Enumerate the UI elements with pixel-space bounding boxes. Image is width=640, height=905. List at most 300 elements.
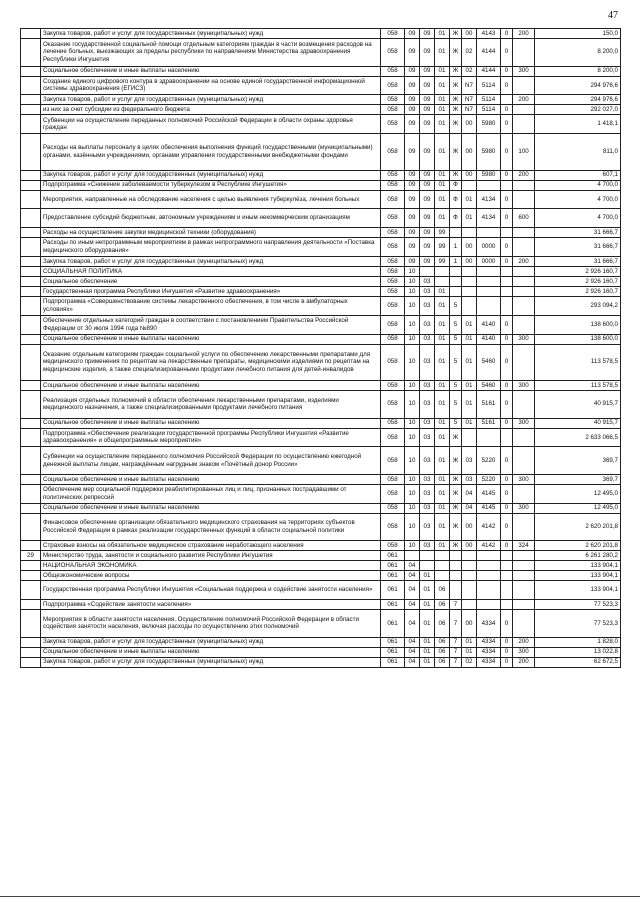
direction-code-cell: 4144	[477, 39, 501, 67]
program-code-cell	[435, 276, 450, 286]
amount-cell: 150,0	[535, 29, 621, 39]
subsection-code-cell: 03	[420, 418, 435, 428]
measure-code-cell	[462, 561, 477, 571]
row-number-cell	[21, 76, 41, 95]
extra-code-cell: 0	[501, 447, 513, 475]
section-code-cell: 10	[405, 334, 420, 344]
row-number-cell	[21, 180, 41, 190]
section-code-cell: 10	[405, 286, 420, 296]
budget-table	[20, 28, 621, 668]
expense-type-code-cell: 200	[513, 637, 535, 647]
direction-code-cell: 5980	[477, 170, 501, 180]
subprogram-code-cell: 7	[450, 600, 462, 610]
expense-type-code-cell	[513, 513, 535, 541]
measure-code-cell: 01	[462, 418, 477, 428]
measure-code-cell	[462, 276, 477, 286]
amount-cell: 294 976,6	[535, 76, 621, 95]
measure-code-cell: 01	[462, 637, 477, 647]
extra-code-cell	[501, 286, 513, 296]
extra-code-cell: 0	[501, 334, 513, 344]
expense-name-cell: Субвенции на осуществление переданного полномочия Российской Федерации по осуществлению ежегодной денежной выплаты лицам, награждённым нагрудным знаком «Почётный донор России»	[41, 447, 381, 475]
subsection-code-cell: 09	[420, 95, 435, 105]
direction-code-cell	[477, 276, 501, 286]
admin-code-cell: 058	[381, 447, 405, 475]
table-row	[21, 209, 621, 228]
direction-code-cell: 4144	[477, 66, 501, 76]
direction-code-cell: 5114	[477, 105, 501, 115]
expense-name-cell: Закупка товаров, работ и услуг для государственных (муниципальных) нужд	[41, 637, 381, 647]
expense-type-code-cell: 200	[513, 657, 535, 667]
direction-code-cell: 4334	[477, 657, 501, 667]
expense-type-code-cell	[513, 447, 535, 475]
subprogram-code-cell: 7	[450, 610, 462, 638]
section-code-cell: 09	[405, 170, 420, 180]
admin-code-cell: 058	[381, 286, 405, 296]
row-number-cell	[21, 238, 41, 257]
program-code-cell: 01	[435, 190, 450, 209]
expense-name-cell: Социальное обеспечение и иные выплаты населению	[41, 380, 381, 390]
measure-code-cell: 01	[462, 647, 477, 657]
row-number-cell	[21, 134, 41, 170]
page-number: 47	[608, 10, 618, 21]
measure-code-cell: 01	[462, 209, 477, 228]
extra-code-cell: 0	[501, 484, 513, 503]
amount-cell: 12 495,0	[535, 484, 621, 503]
direction-code-cell	[477, 286, 501, 296]
subsection-code-cell: 01	[420, 581, 435, 600]
amount-cell: 133 904,1	[535, 571, 621, 581]
measure-code-cell: 04	[462, 484, 477, 503]
section-code-cell: 09	[405, 115, 420, 134]
program-code-cell: 01	[435, 286, 450, 296]
subprogram-code-cell: 5	[450, 390, 462, 418]
expense-type-code-cell: 600	[513, 209, 535, 228]
program-code-cell: 06	[435, 581, 450, 600]
expense-name-cell: Социальное обеспечение и иные выплаты населению	[41, 334, 381, 344]
table-row	[21, 561, 621, 571]
admin-code-cell: 058	[381, 266, 405, 276]
expense-name-cell: Подпрограмма «Совершенствование системы лекарственного обеспечения, в том числе в амбулаторных условиях»	[41, 296, 381, 315]
direction-code-cell: 4134	[477, 190, 501, 209]
subprogram-code-cell: 7	[450, 637, 462, 647]
section-code-cell: 10	[405, 513, 420, 541]
amount-cell: 2 620 201,8	[535, 513, 621, 541]
subsection-code-cell: 09	[420, 115, 435, 134]
amount-cell: 4 700,0	[535, 209, 621, 228]
subsection-code-cell: 03	[420, 315, 435, 334]
extra-code-cell: 0	[501, 39, 513, 67]
extra-code-cell	[501, 571, 513, 581]
subsection-code-cell: 09	[420, 209, 435, 228]
section-code-cell: 09	[405, 180, 420, 190]
extra-code-cell: 0	[501, 170, 513, 180]
expense-type-code-cell: 300	[513, 380, 535, 390]
direction-code-cell	[477, 571, 501, 581]
direction-code-cell: 4140	[477, 315, 501, 334]
admin-code-cell: 058	[381, 428, 405, 447]
admin-code-cell: 061	[381, 561, 405, 571]
subprogram-code-cell	[450, 561, 462, 571]
extra-code-cell: 0	[501, 610, 513, 638]
subsection-code-cell: 09	[420, 39, 435, 67]
expense-type-code-cell: 200	[513, 29, 535, 39]
subsection-code-cell: 03	[420, 296, 435, 315]
measure-code-cell: 00	[462, 256, 477, 266]
amount-cell: 811,0	[535, 134, 621, 170]
direction-code-cell	[477, 581, 501, 600]
measure-code-cell	[462, 551, 477, 561]
row-number-cell	[21, 115, 41, 134]
direction-code-cell: 5114	[477, 76, 501, 95]
direction-code-cell: 5980	[477, 115, 501, 134]
extra-code-cell: 0	[501, 29, 513, 39]
measure-code-cell: 00	[462, 238, 477, 257]
extra-code-cell: 0	[501, 657, 513, 667]
admin-code-cell: 058	[381, 418, 405, 428]
row-number-cell	[21, 66, 41, 76]
subprogram-code-cell: Ж	[450, 115, 462, 134]
measure-code-cell: N7	[462, 105, 477, 115]
table-row	[21, 190, 621, 209]
expense-type-code-cell	[513, 115, 535, 134]
expense-name-cell: Оказание отдельным категориям граждан социальной услуги по обеспечению лекарственными препаратами для медицинского применения по рецептам на лекарственные препараты, медицинскими изделиями по рецептам на медицинские изделия, а также специализированными продуктами лечебного питания для детей-инвалидов	[41, 344, 381, 380]
direction-code-cell	[477, 266, 501, 276]
extra-code-cell	[501, 95, 513, 105]
extra-code-cell: 0	[501, 66, 513, 76]
extra-code-cell	[501, 180, 513, 190]
subsection-code-cell: 01	[420, 647, 435, 657]
expense-type-code-cell	[513, 276, 535, 286]
extra-code-cell: 0	[501, 115, 513, 134]
table-row	[21, 286, 621, 296]
subprogram-code-cell: Ж	[450, 484, 462, 503]
direction-code-cell: 5161	[477, 418, 501, 428]
table-row	[21, 105, 621, 115]
table-row	[21, 134, 621, 170]
expense-name-cell: Социальное обеспечение и иные выплаты населению	[41, 503, 381, 513]
expense-type-code-cell	[513, 190, 535, 209]
subsection-code-cell: 09	[420, 29, 435, 39]
expense-name-cell: СОЦИАЛЬНАЯ ПОЛИТИКА	[41, 266, 381, 276]
extra-code-cell: 0	[501, 134, 513, 170]
admin-code-cell: 058	[381, 276, 405, 286]
subprogram-code-cell: Ж	[450, 95, 462, 105]
admin-code-cell: 061	[381, 637, 405, 647]
measure-code-cell: 02	[462, 66, 477, 76]
direction-code-cell	[477, 600, 501, 610]
subsection-code-cell: 03	[420, 474, 435, 484]
amount-cell: 31 666,7	[535, 228, 621, 238]
subprogram-code-cell: Ж	[450, 513, 462, 541]
expense-type-code-cell	[513, 390, 535, 418]
expense-name-cell: Закупка товаров, работ и услуг для государственных (муниципальных) нужд	[41, 657, 381, 667]
extra-code-cell	[501, 561, 513, 571]
expense-type-code-cell	[513, 180, 535, 190]
expense-name-cell: Подпрограмма «Снижение заболеваемости туберкулезом в Республике Ингушетия»	[41, 180, 381, 190]
program-code-cell: 01	[435, 541, 450, 551]
table-row	[21, 513, 621, 541]
section-code-cell: 09	[405, 190, 420, 209]
direction-code-cell	[477, 180, 501, 190]
program-code-cell: 01	[435, 390, 450, 418]
subsection-code-cell: 03	[420, 286, 435, 296]
subsection-code-cell: 03	[420, 428, 435, 447]
section-code-cell: 10	[405, 315, 420, 334]
admin-code-cell: 058	[381, 95, 405, 105]
expense-name-cell: Реализация отдельных полномочий в области обеспечения лекарственными препаратами, изделиями медицинского назначения, а также специализированными продуктами лечебного питания	[41, 390, 381, 418]
admin-code-cell: 061	[381, 610, 405, 638]
expense-type-code-cell	[513, 610, 535, 638]
subsection-code-cell: 03	[420, 447, 435, 475]
admin-code-cell: 058	[381, 29, 405, 39]
table-row	[21, 571, 621, 581]
table-row	[21, 315, 621, 334]
expense-name-cell: Государственная программа Республики Ингушетия «Развитие здравоохранения»	[41, 286, 381, 296]
section-code-cell: 10	[405, 380, 420, 390]
admin-code-cell: 058	[381, 66, 405, 76]
program-code-cell: 06	[435, 647, 450, 657]
subprogram-code-cell: 5	[450, 296, 462, 315]
table-row	[21, 581, 621, 600]
direction-code-cell	[477, 428, 501, 447]
subprogram-code-cell: 5	[450, 315, 462, 334]
subprogram-code-cell: 7	[450, 647, 462, 657]
expense-name-cell: Социальное обеспечение	[41, 276, 381, 286]
extra-code-cell: 0	[501, 541, 513, 551]
subprogram-code-cell	[450, 276, 462, 286]
measure-code-cell	[462, 428, 477, 447]
subprogram-code-cell: Ж	[450, 105, 462, 115]
direction-code-cell: 4143	[477, 29, 501, 39]
table-row	[21, 256, 621, 266]
subprogram-code-cell: 5	[450, 334, 462, 344]
table-row	[21, 296, 621, 315]
row-number-cell	[21, 484, 41, 503]
amount-cell: 62 672,5	[535, 657, 621, 667]
program-code-cell: 01	[435, 66, 450, 76]
direction-code-cell: 5460	[477, 380, 501, 390]
program-code-cell: 01	[435, 180, 450, 190]
admin-code-cell: 058	[381, 380, 405, 390]
admin-code-cell: 058	[381, 256, 405, 266]
subsection-code-cell: 09	[420, 134, 435, 170]
extra-code-cell	[501, 551, 513, 561]
expense-name-cell: Подпрограмма «Содействие занятости населения»	[41, 600, 381, 610]
section-code-cell: 09	[405, 228, 420, 238]
measure-code-cell: 00	[462, 170, 477, 180]
extra-code-cell: 0	[501, 380, 513, 390]
expense-name-cell: Расходы по иным непрограммным мероприятиям в рамках непрограммного направления деятельности «Поставка медицинского оборудования»	[41, 238, 381, 257]
amount-cell: 292 027,0	[535, 105, 621, 115]
expense-type-code-cell	[513, 551, 535, 561]
subprogram-code-cell: Ф	[450, 190, 462, 209]
expense-name-cell: Министерство труда, занятости и социального развития Республики Ингушетия	[41, 551, 381, 561]
expense-type-code-cell: 200	[513, 256, 535, 266]
measure-code-cell: 02	[462, 39, 477, 67]
row-number-cell	[21, 39, 41, 67]
extra-code-cell	[501, 296, 513, 315]
amount-cell: 31 666,7	[535, 256, 621, 266]
section-code-cell: 10	[405, 418, 420, 428]
program-code-cell: 01	[435, 484, 450, 503]
row-number-cell	[21, 344, 41, 380]
measure-code-cell: 00	[462, 541, 477, 551]
admin-code-cell: 058	[381, 115, 405, 134]
extra-code-cell	[501, 228, 513, 238]
expense-name-cell: Закупка товаров, работ и услуг для государственных (муниципальных) нужд	[41, 95, 381, 105]
direction-code-cell	[477, 551, 501, 561]
amount-cell: 133 904,1	[535, 561, 621, 571]
expense-type-code-cell: 100	[513, 134, 535, 170]
admin-code-cell: 058	[381, 228, 405, 238]
table-row	[21, 76, 621, 95]
table-row	[21, 647, 621, 657]
amount-cell: 77 523,3	[535, 600, 621, 610]
expense-name-cell: Страховые взносы на обязательное медицинское страхование неработающего населения	[41, 541, 381, 551]
amount-cell: 369,7	[535, 447, 621, 475]
extra-code-cell	[501, 600, 513, 610]
row-number-cell	[21, 474, 41, 484]
program-code-cell: 01	[435, 344, 450, 380]
section-code-cell: 04	[405, 561, 420, 571]
measure-code-cell	[462, 286, 477, 296]
subsection-code-cell: 09	[420, 256, 435, 266]
direction-code-cell: 5114	[477, 95, 501, 105]
direction-code-cell: 5161	[477, 390, 501, 418]
subsection-code-cell: 09	[420, 238, 435, 257]
measure-code-cell: 01	[462, 190, 477, 209]
table-row	[21, 503, 621, 513]
expense-type-code-cell	[513, 428, 535, 447]
subsection-code-cell: 09	[420, 190, 435, 209]
direction-code-cell: 5460	[477, 344, 501, 380]
table-row	[21, 600, 621, 610]
row-number-cell	[21, 390, 41, 418]
amount-cell: 8 200,0	[535, 39, 621, 67]
expense-name-cell: Социальное обеспечение и иные выплаты населению	[41, 474, 381, 484]
table-row	[21, 95, 621, 105]
table-row	[21, 657, 621, 667]
subprogram-code-cell: Ж	[450, 170, 462, 180]
table-row	[21, 228, 621, 238]
row-number-cell	[21, 256, 41, 266]
amount-cell: 2 633 066,5	[535, 428, 621, 447]
amount-cell: 1 828,0	[535, 637, 621, 647]
subsection-code-cell: 01	[420, 571, 435, 581]
expense-type-code-cell	[513, 238, 535, 257]
admin-code-cell: 058	[381, 344, 405, 380]
section-code-cell: 09	[405, 76, 420, 95]
measure-code-cell	[462, 571, 477, 581]
amount-cell: 133 904,1	[535, 581, 621, 600]
program-code-cell	[435, 551, 450, 561]
section-code-cell: 09	[405, 134, 420, 170]
measure-code-cell: 00	[462, 513, 477, 541]
admin-code-cell: 058	[381, 541, 405, 551]
expense-type-code-cell	[513, 105, 535, 115]
row-number-cell	[21, 296, 41, 315]
program-code-cell: 01	[435, 76, 450, 95]
program-code-cell: 01	[435, 418, 450, 428]
subsection-code-cell: 03	[420, 276, 435, 286]
measure-code-cell	[462, 180, 477, 190]
row-number-cell	[21, 315, 41, 334]
program-code-cell: 01	[435, 29, 450, 39]
direction-code-cell: 4334	[477, 610, 501, 638]
program-code-cell: 99	[435, 256, 450, 266]
extra-code-cell: 0	[501, 503, 513, 513]
extra-code-cell	[501, 276, 513, 286]
expense-name-cell: Закупка товаров, работ и услуг для государственных (муниципальных) нужд	[41, 170, 381, 180]
subsection-code-cell: 03	[420, 513, 435, 541]
amount-cell: 31 666,7	[535, 238, 621, 257]
amount-cell: 113 578,5	[535, 344, 621, 380]
subprogram-code-cell: Ж	[450, 474, 462, 484]
row-number-cell	[21, 428, 41, 447]
subprogram-code-cell: Ж	[450, 541, 462, 551]
program-code-cell: 01	[435, 170, 450, 180]
measure-code-cell: 03	[462, 474, 477, 484]
amount-cell: 4 700,0	[535, 180, 621, 190]
row-number-cell	[21, 541, 41, 551]
admin-code-cell: 058	[381, 296, 405, 315]
row-number-cell	[21, 657, 41, 667]
table-row	[21, 447, 621, 475]
expense-type-code-cell	[513, 266, 535, 276]
program-code-cell: 01	[435, 474, 450, 484]
table-row	[21, 474, 621, 484]
amount-cell: 8 200,0	[535, 66, 621, 76]
direction-code-cell: 4145	[477, 484, 501, 503]
table-row	[21, 610, 621, 638]
subprogram-code-cell: Ж	[450, 76, 462, 95]
section-code-cell: 10	[405, 344, 420, 380]
table-row	[21, 66, 621, 76]
measure-code-cell: 01	[462, 390, 477, 418]
expense-name-cell: Социальное обеспечение и иные выплаты населению	[41, 647, 381, 657]
table-row	[21, 238, 621, 257]
subsection-code-cell	[420, 561, 435, 571]
expense-type-code-cell	[513, 561, 535, 571]
subsection-code-cell: 09	[420, 105, 435, 115]
admin-code-cell: 058	[381, 315, 405, 334]
program-code-cell: 01	[435, 95, 450, 105]
admin-code-cell: 058	[381, 484, 405, 503]
subprogram-code-cell: Ж	[450, 428, 462, 447]
row-number-cell	[21, 581, 41, 600]
subprogram-code-cell: Ф	[450, 180, 462, 190]
table-row	[21, 418, 621, 428]
admin-code-cell: 058	[381, 134, 405, 170]
subsection-code-cell: 03	[420, 344, 435, 380]
direction-code-cell: 5980	[477, 134, 501, 170]
direction-code-cell	[477, 561, 501, 571]
admin-code-cell: 061	[381, 571, 405, 581]
extra-code-cell: 0	[501, 647, 513, 657]
section-code-cell: 10	[405, 266, 420, 276]
subprogram-code-cell: 1	[450, 256, 462, 266]
amount-cell: 113 578,5	[535, 380, 621, 390]
table-row	[21, 334, 621, 344]
measure-code-cell: 01	[462, 380, 477, 390]
measure-code-cell	[462, 581, 477, 600]
direction-code-cell: 4142	[477, 541, 501, 551]
program-code-cell	[435, 571, 450, 581]
amount-cell: 138 600,0	[535, 334, 621, 344]
expense-type-code-cell: 300	[513, 474, 535, 484]
subprogram-code-cell	[450, 286, 462, 296]
section-code-cell: 04	[405, 610, 420, 638]
